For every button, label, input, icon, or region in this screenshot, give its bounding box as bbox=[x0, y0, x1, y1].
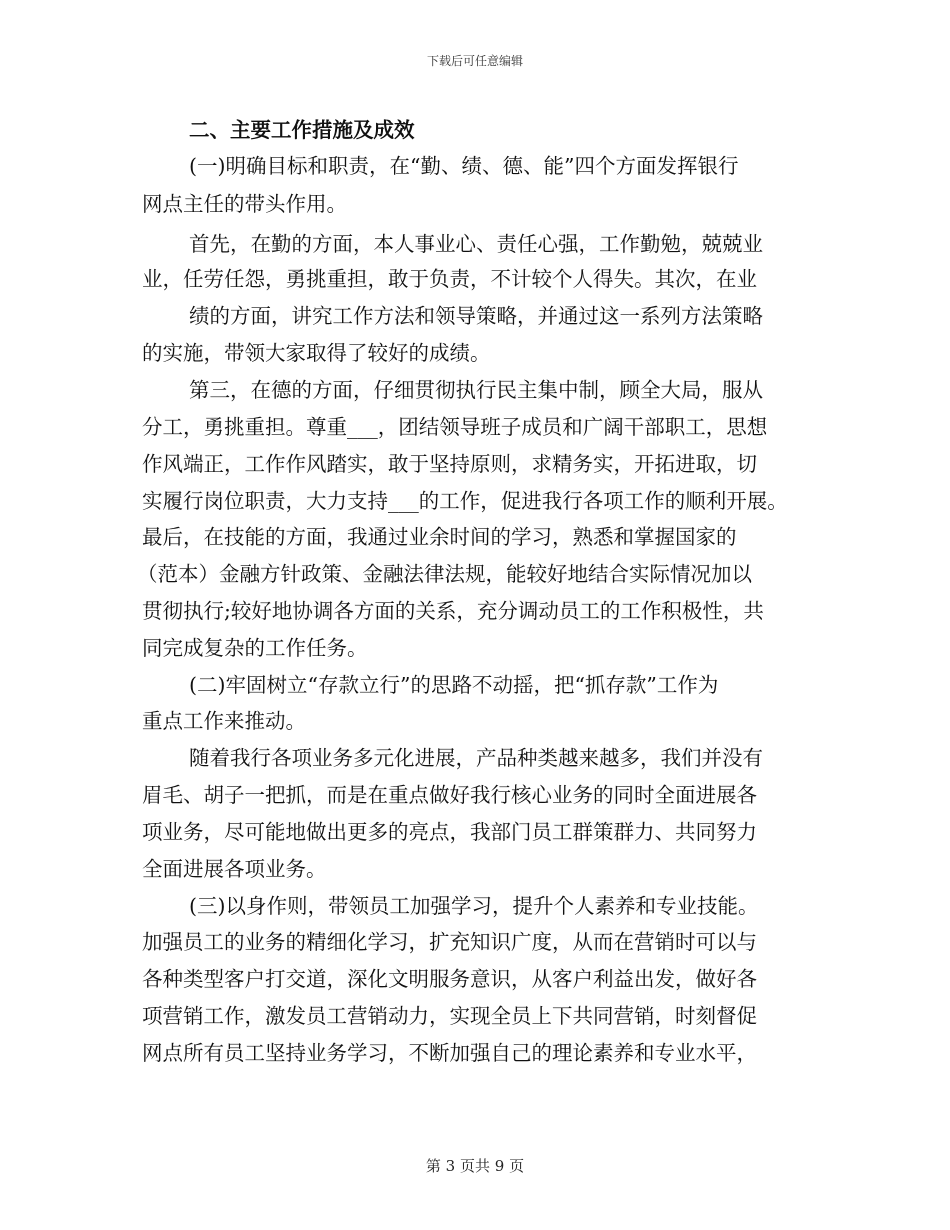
body-line: 项业务，尽可能地做出更多的亮点，我部门员工群策群力、共同努力 bbox=[142, 820, 757, 844]
body-line: 项营销工作，激发员工营销动力，实现全员上下共同营销，时刻督促 bbox=[142, 1004, 757, 1028]
body-line: 分工，勇挑重担。尊重___，团结领导班子成员和广阔干部职工，思想 bbox=[142, 415, 768, 439]
body-line: (一)明确目标和职责，在“勤、绩、德、能”四个方面发挥银行 bbox=[189, 154, 739, 178]
body-line: 首先，在勤的方面，本人事业心、责任心强，工作勤勉，兢兢业 bbox=[189, 232, 763, 256]
body-line: 同完成复杂的工作任务。 bbox=[142, 636, 368, 660]
body-line: 全面进展各项业务。 bbox=[142, 857, 327, 881]
body-line: 眉毛、胡子一把抓，而是在重点做好我行核心业务的同时全面进展各 bbox=[142, 783, 757, 807]
body-line: 最后，在技能的方面，我通过业余时间的学习，熟悉和掌握国家的 bbox=[142, 525, 737, 549]
body-line: 各种类型客户打交道，深化文明服务意识，从客户利益出发，做好各 bbox=[142, 967, 757, 991]
section-heading: 二、主要工作措施及成效 bbox=[189, 118, 415, 142]
body-line: 业，任劳任怨，勇挑重担，敢于负责，不计较个人得失。其次，在业 bbox=[142, 267, 757, 291]
body-line: 作风端正，工作作风踏实，敢于坚持原则，求精务实，开拓进取，切 bbox=[142, 452, 757, 476]
body-line: 重点工作来推动。 bbox=[142, 709, 306, 733]
body-line: 网点主任的带头作用。 bbox=[142, 192, 347, 216]
body-line: 实履行岗位职责，大力支持___的工作，促进我行各项工作的顺利开展。 bbox=[142, 489, 788, 513]
body-line: 随着我行各项业务多元化进展，产品种类越来越多，我们并没有 bbox=[189, 746, 763, 770]
page-header: 下载后可任意编辑 bbox=[426, 54, 523, 68]
body-line: 贯彻执行;较好地协调各方面的关系，充分调动员工的工作积极性，共 bbox=[142, 599, 764, 623]
body-line: 绩的方面，讲究工作方法和领导策略，并通过这一系列方法策略 bbox=[189, 304, 763, 328]
body-line: (二)牢固树立“存款立行”的思路不动摇，把“抓存款”工作为 bbox=[189, 673, 719, 697]
body-line: (三)以身作则，带领员工加强学习，提升个人素养和专业技能。 bbox=[189, 894, 759, 918]
body-line: 加强员工的业务的精细化学习，扩充知识广度，从而在营销时可以与 bbox=[142, 930, 757, 954]
page-footer: 第 3 页共 9 页 bbox=[425, 1157, 525, 1175]
body-line: （范本）金融方针政策、金融法律法规，能较好地结合实际情况加以 bbox=[137, 562, 752, 586]
body-line: 网点所有员工坚持业务学习，不断加强自己的理论素养和专业水平， bbox=[142, 1041, 757, 1065]
body-line: 第三，在德的方面，仔细贯彻执行民主集中制，顾全大局，服从 bbox=[189, 378, 763, 402]
body-line: 的实施，带领大家取得了较好的成绩。 bbox=[142, 341, 491, 365]
